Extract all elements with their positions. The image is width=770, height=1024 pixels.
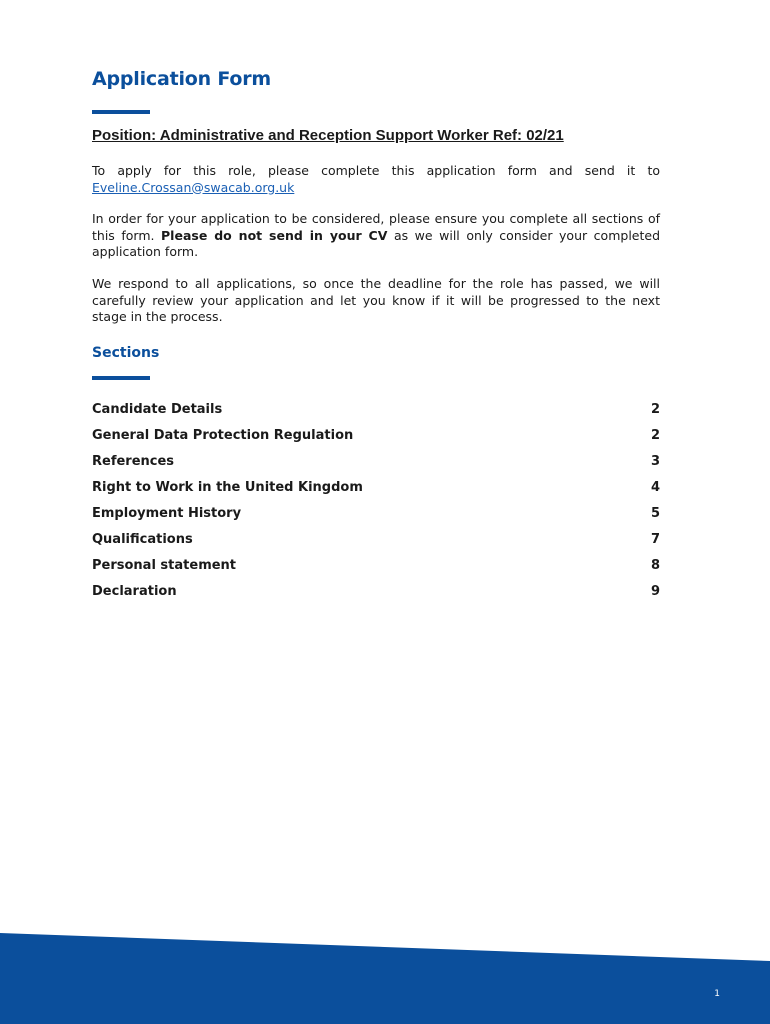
intro-text: To apply for this role, please complete this application form and send it to (92, 163, 660, 178)
email-link[interactable]: Eveline.Crossan@swacab.org.uk (92, 179, 295, 195)
section-page-number: 3 (650, 454, 660, 469)
section-label: Candidate Details (92, 402, 223, 417)
section-page-number: 4 (650, 480, 660, 495)
sections-underline (92, 376, 150, 380)
section-label: Right to Work in the United Kingdom (92, 480, 363, 495)
consideration-text-before: In order for your application to be considered, please ensure you complete all sections of this form. (92, 211, 660, 243)
section-label: General Data Protection Regulation (92, 428, 354, 443)
section-page-number: 8 (650, 558, 660, 573)
position-heading: Position: Administrative and Reception Support Worker Ref: 02/21 (92, 127, 564, 144)
section-page-number: 2 (650, 402, 660, 417)
page-number: 1 (714, 989, 720, 999)
sections-list (92, 402, 660, 610)
consideration-text-after: as we will only consider your completed application form. (92, 227, 661, 259)
form-title: Application Form (92, 68, 272, 90)
section-row-personal-statement[interactable] (92, 558, 660, 584)
intro-paragraph (92, 163, 660, 196)
section-row-employment-history[interactable] (92, 506, 660, 532)
section-row-qualifications[interactable] (92, 532, 660, 558)
section-row-references[interactable] (92, 454, 660, 480)
section-page-number: 5 (650, 506, 660, 521)
section-page-number: 2 (650, 428, 660, 443)
section-label: Declaration (92, 584, 177, 599)
section-row-declaration[interactable] (92, 584, 660, 610)
footer-band (0, 925, 770, 1024)
section-label: References (92, 454, 175, 469)
sections-heading: Sections (92, 345, 160, 361)
section-row-right-to-work[interactable] (92, 480, 660, 506)
section-page-number: 7 (650, 532, 660, 547)
section-page-number: 9 (650, 584, 660, 599)
no-cv-warning: Please do not send in your CV (161, 227, 388, 243)
respond-paragraph: We respond to all applications, so once the deadline for the role has passed, we will carefully review your application and let you know if it will be progressed to the next stage in the process. (92, 276, 660, 324)
consideration-paragraph (92, 211, 660, 261)
section-row-gdpr[interactable] (92, 428, 660, 454)
section-label: Employment History (92, 506, 242, 521)
section-row-candidate-details[interactable] (92, 402, 660, 428)
title-underline (92, 110, 150, 114)
section-label: Personal statement (92, 558, 237, 573)
footer-band-shape (0, 933, 770, 1024)
section-label: Qualifications (92, 532, 193, 547)
